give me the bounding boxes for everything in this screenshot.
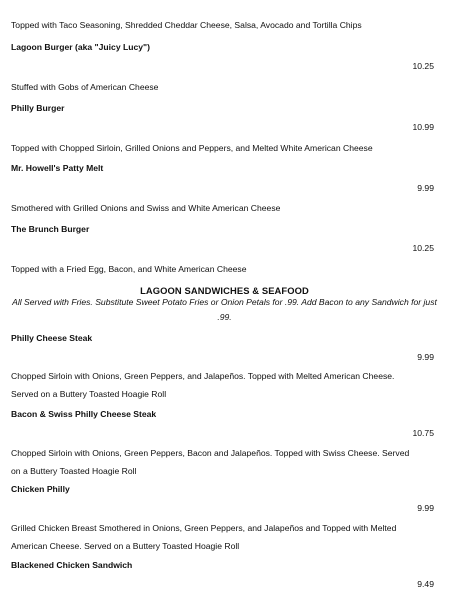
item-name-patty-melt: Mr. Howell's Patty Melt	[11, 163, 104, 173]
item-price-philly-burger: 10.99	[412, 122, 434, 132]
item-name-brunch-burger: The Brunch Burger	[11, 224, 90, 234]
item-price-bacon-swiss-philly: 10.75	[412, 428, 434, 438]
item-price-lagoon-burger: 10.25	[412, 61, 434, 71]
item-description-bacon-swiss-philly: Chopped Sirloin with Onions, Green Peppers, Bacon and Jalapeños. Topped with Swiss Cheese. Served on a Buttery Toasted Hoagie Roll	[11, 448, 410, 476]
item-price-philly-cheese-steak: 9.99	[417, 352, 434, 362]
item-description-lagoon-burger: Stuffed with Gobs of American Cheese	[11, 82, 159, 92]
item-name-bacon-swiss-philly: Bacon & Swiss Philly Cheese Steak	[11, 409, 157, 419]
item-price-patty-melt: 9.99	[417, 183, 434, 193]
item-name-lagoon-burger: Lagoon Burger (aka "Juicy Lucy")	[11, 42, 150, 52]
item-price-brunch-burger: 10.25	[412, 243, 434, 253]
item-description-patty-melt: Smothered with Grilled Onions and Swiss and White American Cheese	[11, 203, 281, 213]
item-name-blackened-chicken: Blackened Chicken Sandwich	[11, 560, 133, 570]
section-title: LAGOON SANDWICHES & SEAFOOD	[140, 285, 309, 296]
item-description-brunch-burger: Topped with a Fried Egg, Bacon, and White American Cheese	[11, 264, 247, 274]
section-note: All Served with Fries. Substitute Sweet Potato Fries or Onion Petals for .99. Add Bacon to any Sandwich for just .99.	[12, 297, 437, 322]
item-name-philly-burger: Philly Burger	[11, 103, 65, 113]
item-name-philly-cheese-steak: Philly Cheese Steak	[11, 333, 93, 343]
item-description: Topped with Taco Seasoning, Shredded Cheddar Cheese, Salsa, Avocado and Tortilla Chips	[11, 20, 362, 30]
item-description-philly-cheese-steak: Chopped Sirloin with Onions, Green Peppers, and Jalapeños. Topped with Melted American Cheese. Served on a Buttery Toasted Hoagie Roll	[11, 371, 395, 399]
item-price-blackened-chicken: 9.49	[417, 579, 434, 589]
item-name-chicken-philly: Chicken Philly	[11, 484, 70, 494]
item-description-philly-burger: Topped with Chopped Sirloin, Grilled Onions and Peppers, and Melted White American Cheese	[11, 143, 373, 153]
item-price-chicken-philly: 9.99	[417, 503, 434, 513]
item-description-chicken-philly: Grilled Chicken Breast Smothered in Onions, Green Peppers, and Jalapeños and Topped with Melted American Cheese. Served on a Buttery Toasted Hoagie Roll	[11, 523, 397, 551]
